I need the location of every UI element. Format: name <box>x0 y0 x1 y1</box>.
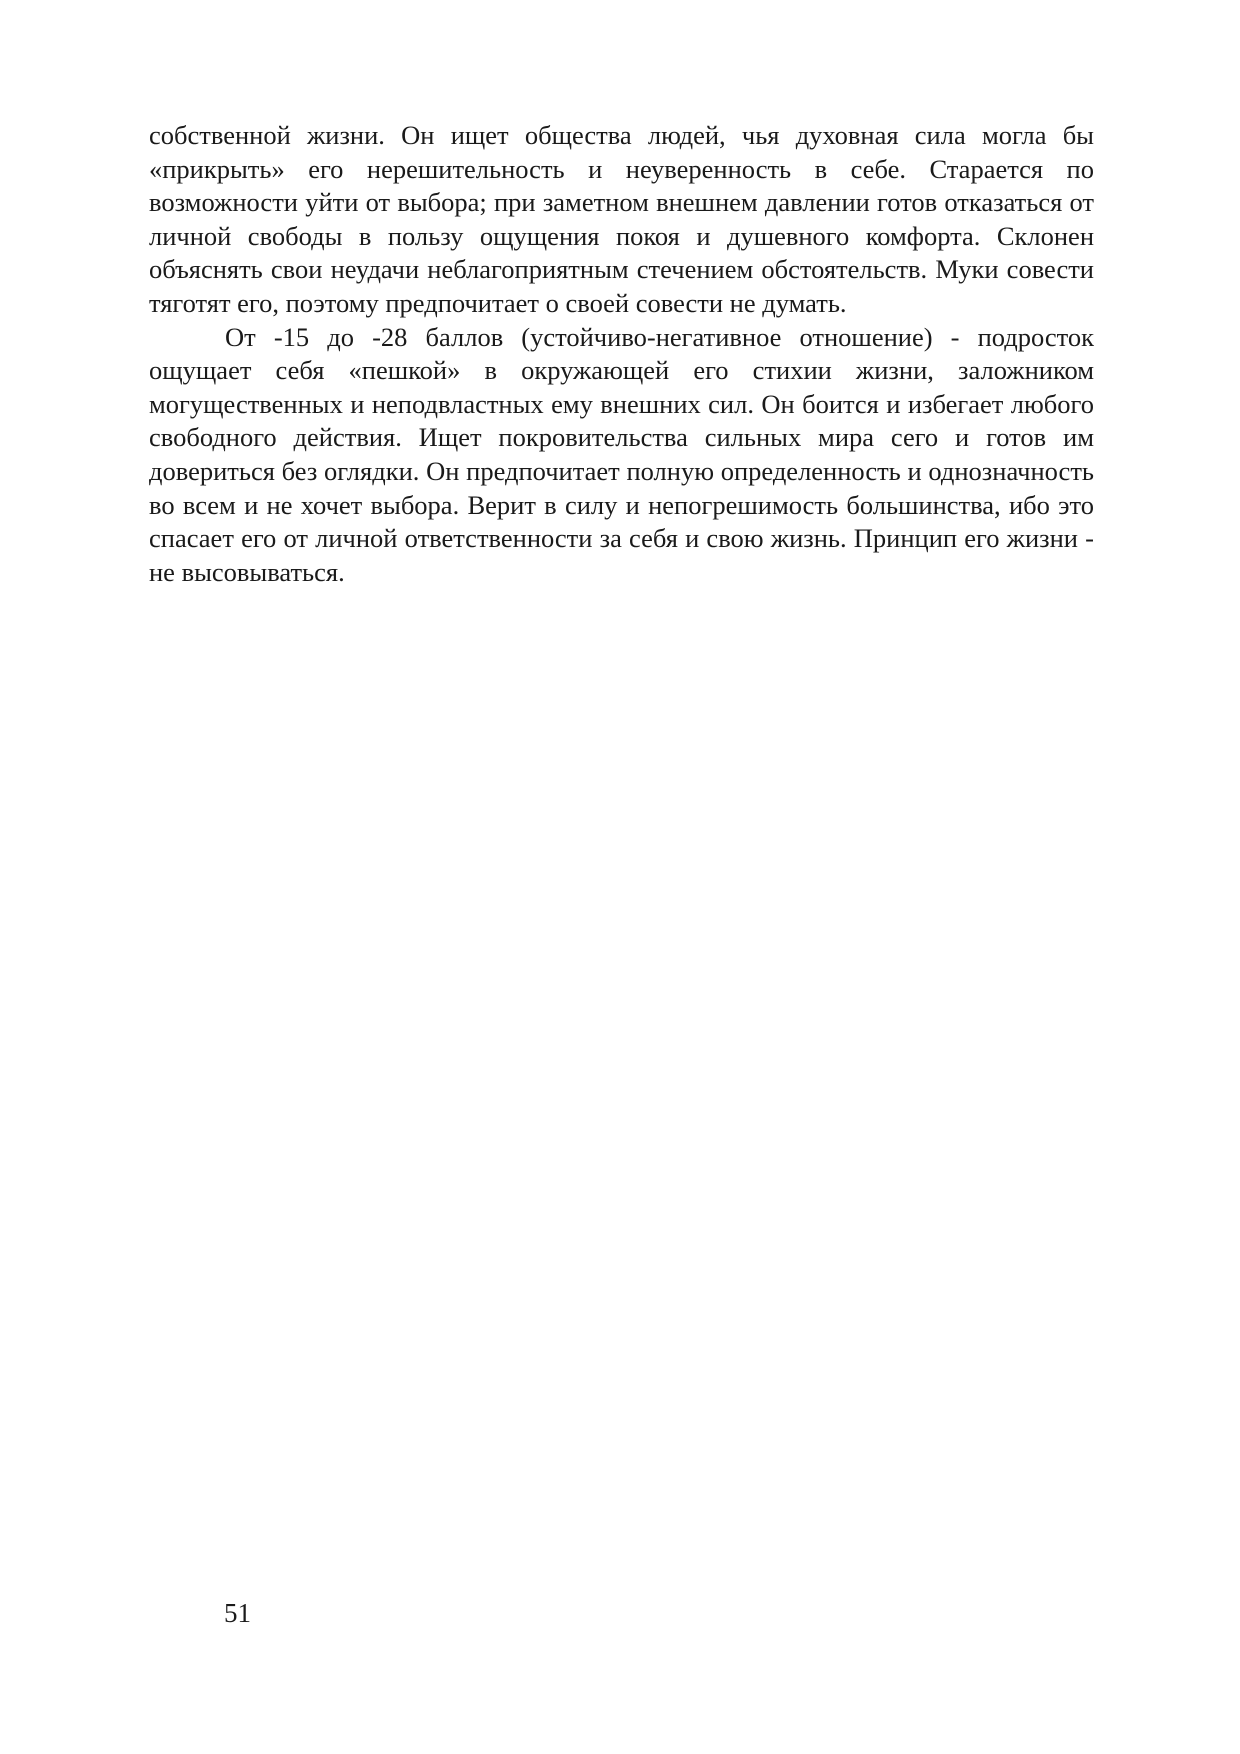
page-number: 51 <box>224 1598 251 1628</box>
paragraph-negative-attitude: От -15 до -28 баллов (устойчиво-негативное отношение) - подросток ощущает себя «пешкой» в окружающей его стихии жизни, заложником могущественных и неподвластных ему внешних сил. Он боится и избегает любого свободного действия. Ищет покровительства сильных мира сего и готов им довериться без оглядки. Он предпочитает полную определенность и однозначность во всем и не хочет выбора. Верит в силу и непогрешимость большинства, ибо это спасает его от личной ответственности за себя и свою жизнь. Принцип его жизни - не высовываться. <box>149 321 1094 587</box>
page-body <box>149 119 1094 589</box>
paragraph-continuation: собственной жизни. Он ищет общества людей, чья духовная сила могла бы «прикрыть» его нерешительность и неуверенность в себе. Старается по возможности уйти от выбора; при заметном внешнем давлении готов отказаться от личной свободы в пользу ощущения покоя и душевного комфорта. Склонен объяснять свои неудачи неблагоприятным стечением обстоятельств. Муки совести тяготят его, поэтому предпочитает о своей совести не думать. <box>149 120 1094 318</box>
